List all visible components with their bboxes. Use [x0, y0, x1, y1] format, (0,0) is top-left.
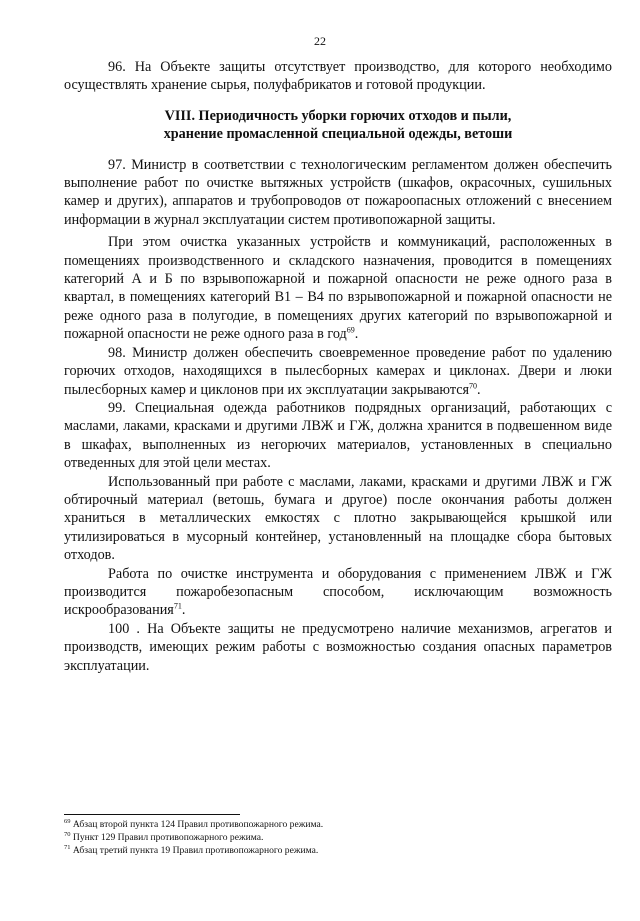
paragraph-100: 100 . На Объекте защиты не предусмотрено наличие механизмов, агрегатов и производств, имеющих режим работы с возможностью создания опасных параметров эксплуатации. [64, 620, 612, 674]
paragraph-98: 98. Министр должен обеспечить своевременное проведение работ по удалению горючих отходов, находящихся в пылесборных камерах и циклонах. Двери и люки пылесборных камер и циклонов при их эксплуатации закрываются$^{70}$. [64, 344, 612, 398]
paragraph-97: 97. Министр в соответствии с технологическим регламентом должен обеспечить выполнение работ по очистке вытяжных устройств (шкафов, окрасочных, сушильных камер и других), аппаратов и трубопроводов от пожароопасных отложений с внесением информации в журнал эксплуатации систем противопожарной защиты. [64, 156, 612, 228]
paragraph-99: 99. Специальная одежда работников подрядных организаций, работающих с маслами, лаками, красками и другими ЛВЖ и ГЖ, должна хранится в подвешенном виде в шкафах, выполненных из негорючих материалов, установленных в специально отведенных для этой цели местах. [64, 399, 612, 472]
footnote-71: $^{71}$ Абзац третий пункта 19 Правил противопожарного режима. [64, 843, 319, 856]
paragraph-96: 96. На Объекте защиты отсутствует производство, для которого необходимо осуществлять хранение сырья, полуфабрикатов и готовой продукции. [64, 59, 612, 94]
paragraph-99-tool-cleaning: Работа по очистке инструмента и оборудования с применением ЛВЖ и ГЖ производится пожаробезопасным способом, исключающим возможность искрообразования$^{71}$. [64, 565, 612, 619]
section-heading-line-1: VIII. Периодичность уборки горючих отходов и пыли, [164, 107, 512, 124]
paragraph-99-used-materials: Использованный при работе с маслами, лаками, красками и другими ЛВЖ и ГЖ обтирочный материал (ветошь, бумага и другое) после окончания работы должен храниться в металлических емкостях с плотно закрывающейся крышкой или утилизироваться в мусорный контейнер, установленный на площадке сбора бытовых отходов. [64, 473, 612, 564]
footnote-ref-69[interactable]: 69 [346, 325, 355, 335]
footnote-ref-71[interactable]: 71 [173, 601, 182, 611]
footnote-separator [64, 814, 240, 815]
footnotes [64, 814, 612, 857]
section-heading [64, 107, 612, 144]
footnote-69: $^{69}$ Абзац второй пункта 124 Правил противопожарного режима. [64, 817, 324, 830]
page-number: 22 [314, 34, 326, 48]
document-body [64, 58, 612, 675]
section-heading-line-2: хранение промасленной специальной одежды, ветоши [163, 126, 513, 143]
footnote-ref-70[interactable]: 70 [469, 380, 478, 390]
footnote-70: $^{70}$ Пункт 129 Правил противопожарного режима. [64, 830, 264, 843]
paragraph-97-cleaning-frequency: При этом очистка указанных устройств и коммуникаций, расположенных в помещениях производственного и складского назначения, проводится в помещениях категорий А и Б по взрывопожарной и пожарной опасности не реже одного раза в квартал, в помещениях категорий В1 – В4 по взрывопожарной и пожарной опасности не реже одного раза в полугодие, в помещениях других категорий по взрывопожарной и пожарной опасности не реже одного раза в год$^{69}$. [64, 234, 612, 343]
